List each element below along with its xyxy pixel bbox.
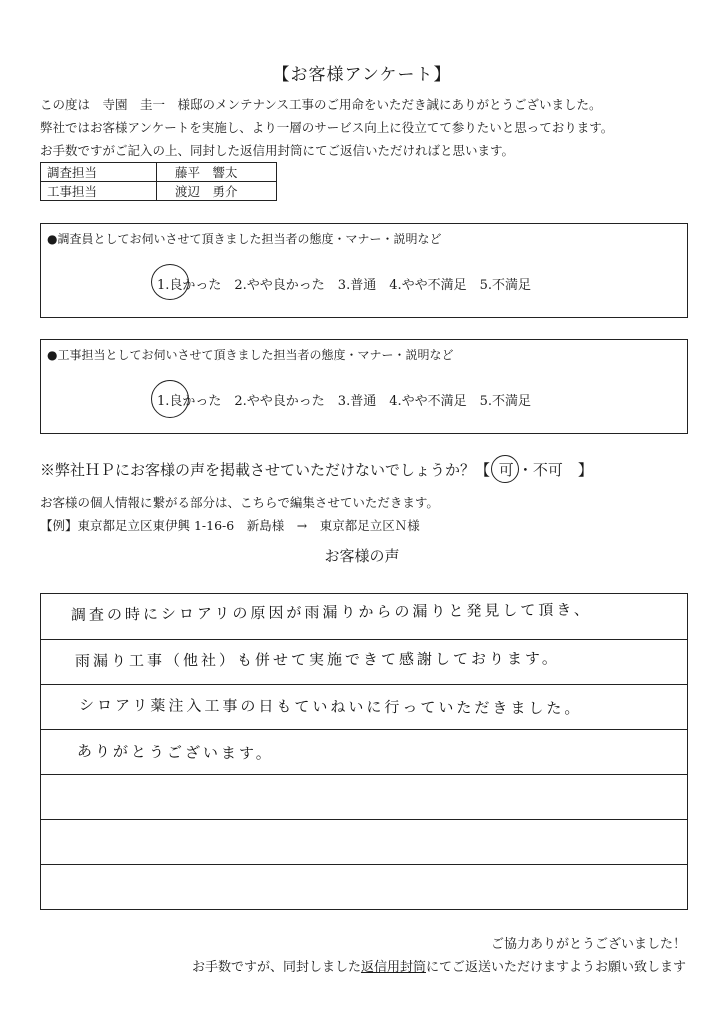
- selected-rating-circle: [151, 380, 189, 418]
- footer-text: お手数ですが、同封しました: [191, 960, 361, 975]
- handwritten-line: 雨漏り工事（他社）も併せて実施できて感謝しております。: [74, 649, 560, 670]
- return-instructions: [192, 956, 686, 975]
- customer-voice-title: お客様の声: [324, 547, 400, 565]
- ruled-line: [41, 729, 687, 730]
- staff-name: 渡辺 勇介: [157, 182, 277, 201]
- selected-consent-circle: [491, 455, 519, 483]
- hp-consent-text: ※弊社ＨＰにお客様の声を掲載させていただけないでしょうか？【: [40, 461, 491, 479]
- handwritten-line: ありがとうございます。: [76, 742, 274, 763]
- staff-table: [40, 162, 277, 201]
- survey-question-text: ●工事担当としてお伺いさせて頂きました担当者の態度・マナー・説明など: [47, 348, 454, 362]
- hp-consent-question: [40, 459, 593, 480]
- intro-line-1: この度は 寺園 圭一 様邸のメンテナンス工事のご用命をいただき誠にありがとうございました。: [40, 97, 602, 112]
- survey-question-text: ●調査員としてお伺いさせて頂きました担当者の態度・マナー・説明など: [47, 232, 442, 246]
- survey-question-box-2: [40, 339, 688, 434]
- handwritten-line: 調査の時にシロアリの原因が雨漏りからの漏りと発見して頂き、: [70, 600, 592, 624]
- consent-option-yes[interactable]: [495, 459, 518, 480]
- consent-separator: ・: [517, 461, 533, 479]
- intro-line-3: お手数ですがご記入の上、同封した返信用封筒にてご返信いただければと思います。: [40, 143, 515, 158]
- footer-envelope: 返信用封筒: [360, 960, 426, 975]
- table-row: [41, 163, 277, 182]
- staff-role: 工事担当: [41, 182, 157, 201]
- footer-text: にてご返送いただけますようお願い致します: [425, 960, 686, 975]
- intro-line-2: 弊社ではお客様アンケートを実施し、より一層のサービス向上に役立てて参りたいと思っております。: [40, 120, 614, 135]
- staff-name: 藤平 響太: [157, 163, 277, 182]
- ruled-line: [41, 774, 687, 775]
- survey-question-box-1: [40, 223, 688, 318]
- ruled-line: [41, 639, 687, 640]
- page-title: 【お客様アンケート】: [272, 65, 452, 85]
- closing-thanks: ご協力ありがとうございました！: [490, 937, 686, 952]
- example-note: 【例】東京都足立区東伊興 1-16-6 新島様 → 東京都足立区Ｎ様: [40, 518, 420, 533]
- selected-rating-circle: [151, 264, 189, 300]
- privacy-note: お客様の個人情報に繋がる部分は、こちらで編集させていただきます。: [40, 495, 439, 510]
- handwritten-line: シロアリ薬注入工事の日もていねいに行っていただきました。: [78, 696, 583, 718]
- ruled-line: [41, 684, 687, 685]
- table-row: [41, 182, 277, 201]
- rating-options[interactable]: 1.良かった 2.やや良かった 3.普通 4.やや不満足 5.不満足: [157, 394, 532, 409]
- customer-voice-area: [40, 593, 688, 910]
- consent-yes-label: 可: [498, 461, 514, 479]
- ruled-line: [41, 819, 687, 820]
- staff-role: 調査担当: [41, 163, 157, 182]
- consent-option-no[interactable]: 不可: [532, 461, 563, 479]
- ruled-line: [41, 864, 687, 865]
- consent-bracket: 】: [577, 461, 593, 479]
- rating-options[interactable]: 1.良かった 2.やや良かった 3.普通 4.やや不満足 5.不満足: [157, 278, 532, 293]
